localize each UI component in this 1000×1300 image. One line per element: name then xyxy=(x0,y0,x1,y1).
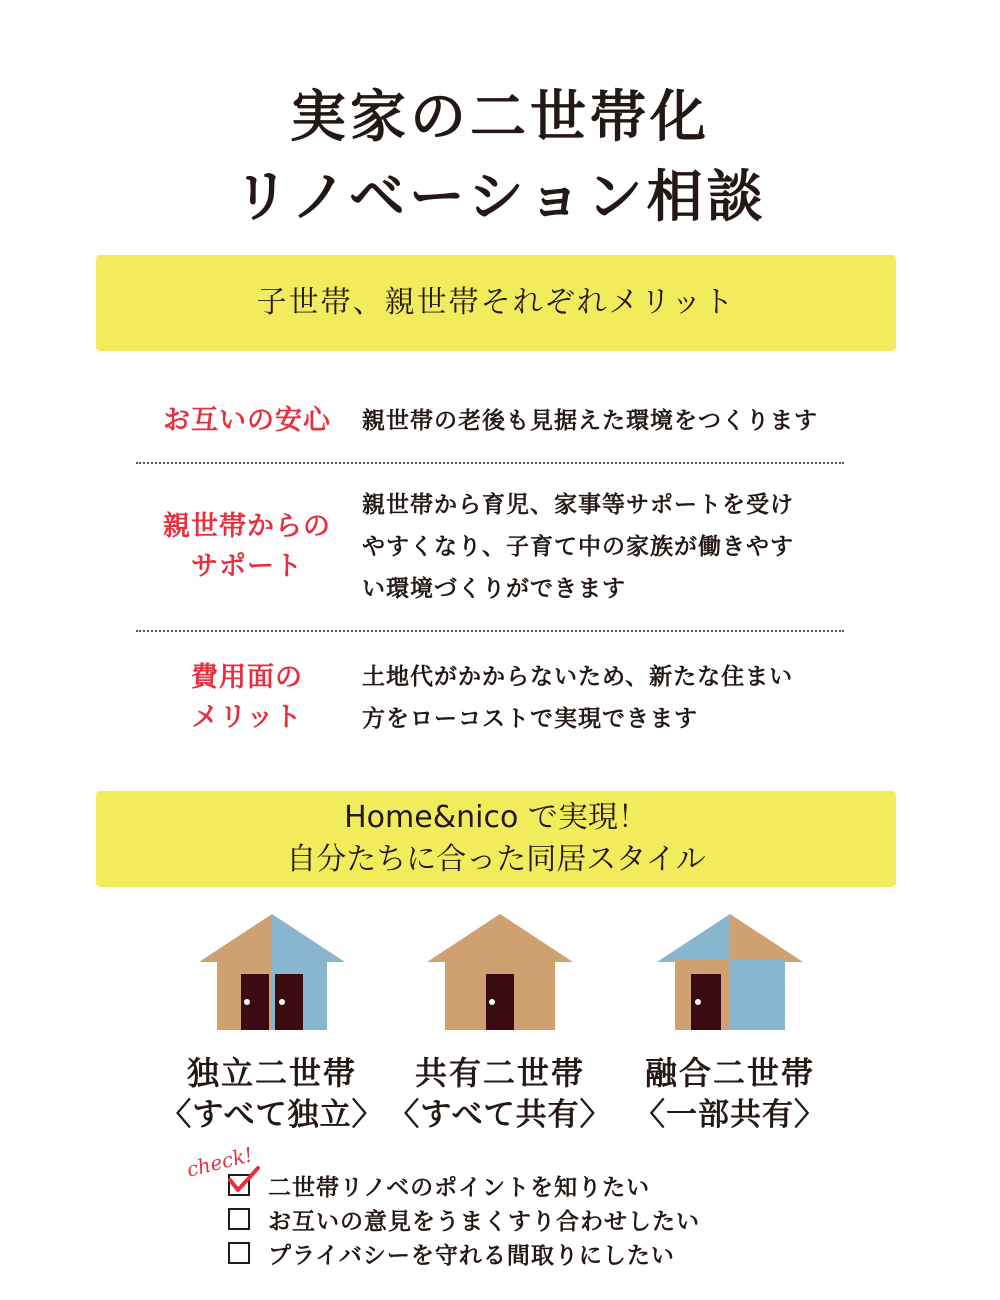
house-style-shared xyxy=(380,912,620,1136)
merit-label xyxy=(136,507,358,587)
merit-list xyxy=(136,380,844,764)
merit-text-line: 親世帯から育児、家事等サポートを受け xyxy=(362,492,794,518)
merit-item-cost xyxy=(136,632,844,764)
title-line-1: 実家の二世帯化 xyxy=(290,85,710,150)
merit-text-line: 土地代がかからないため、新たな住まい xyxy=(362,664,794,690)
merit-text-line: 方をローコストで実現できます xyxy=(362,706,698,732)
page-title xyxy=(0,78,1000,238)
house-independent-icon xyxy=(197,912,347,1032)
merit-label-line: 費用面の xyxy=(191,662,303,693)
merit-text-line: やすくなり、子育て中の家族が働きやす xyxy=(362,534,794,560)
merit-description xyxy=(358,400,844,442)
merit-label xyxy=(136,658,358,738)
merit-description xyxy=(358,484,844,610)
house-style-name: 共有二世帯 xyxy=(414,1054,585,1092)
house-style-name: 融合二世帯 xyxy=(644,1054,815,1092)
house-style-sub: 〈一部共有〉 xyxy=(634,1097,826,1133)
merit-text-line: 親世帯の老後も見据えた環境をつくります xyxy=(362,408,818,434)
checklist xyxy=(184,1142,700,1270)
checklist-item-text: 二世帯リノベのポイントを知りたい xyxy=(268,1174,651,1201)
checklist-item[interactable] xyxy=(228,1202,700,1236)
checkmark-icon xyxy=(228,1166,260,1194)
merit-label-line: お互いの安心 xyxy=(163,405,331,436)
style-banner-line-2: 自分たちに合った同居スタイル xyxy=(286,842,706,877)
checkbox-checked[interactable] xyxy=(228,1174,250,1196)
title-line-2: リノベーション相談 xyxy=(233,165,767,230)
checklist-item[interactable] xyxy=(228,1236,700,1270)
checklist-item-text: プライバシーを守れる間取りにしたい xyxy=(268,1242,675,1269)
style-banner xyxy=(96,791,896,887)
house-style-sub: 〈すべて共有〉 xyxy=(388,1097,612,1133)
checkbox[interactable] xyxy=(228,1208,250,1230)
merit-label-line: メリット xyxy=(191,702,303,733)
merit-item-support xyxy=(136,464,844,630)
style-banner-line-1: Home&nico で実現！ xyxy=(344,800,648,835)
merit-text-line: い環境づくりができます xyxy=(362,576,626,602)
checklist-item[interactable] xyxy=(228,1168,700,1202)
check-label: check! xyxy=(184,1142,256,1182)
house-style-sub: 〈すべて独立〉 xyxy=(160,1097,384,1133)
checklist-item-text: お互いの意見をうまくすり合わせしたい xyxy=(268,1208,700,1235)
merit-label xyxy=(136,401,358,441)
house-style-name: 独立二世帯 xyxy=(186,1054,357,1092)
house-style-independent xyxy=(152,912,392,1136)
checkbox[interactable] xyxy=(228,1242,250,1264)
merit-description xyxy=(358,656,844,740)
house-style-partial xyxy=(610,912,850,1136)
house-partial-icon xyxy=(655,912,805,1032)
house-shared-icon xyxy=(425,912,575,1032)
merit-banner: 子世帯、親世帯それぞれメリット xyxy=(96,255,896,351)
merit-label-line: 親世帯からの xyxy=(163,511,331,542)
merit-label-line: サポート xyxy=(191,551,303,582)
merit-item-safety xyxy=(136,380,844,462)
